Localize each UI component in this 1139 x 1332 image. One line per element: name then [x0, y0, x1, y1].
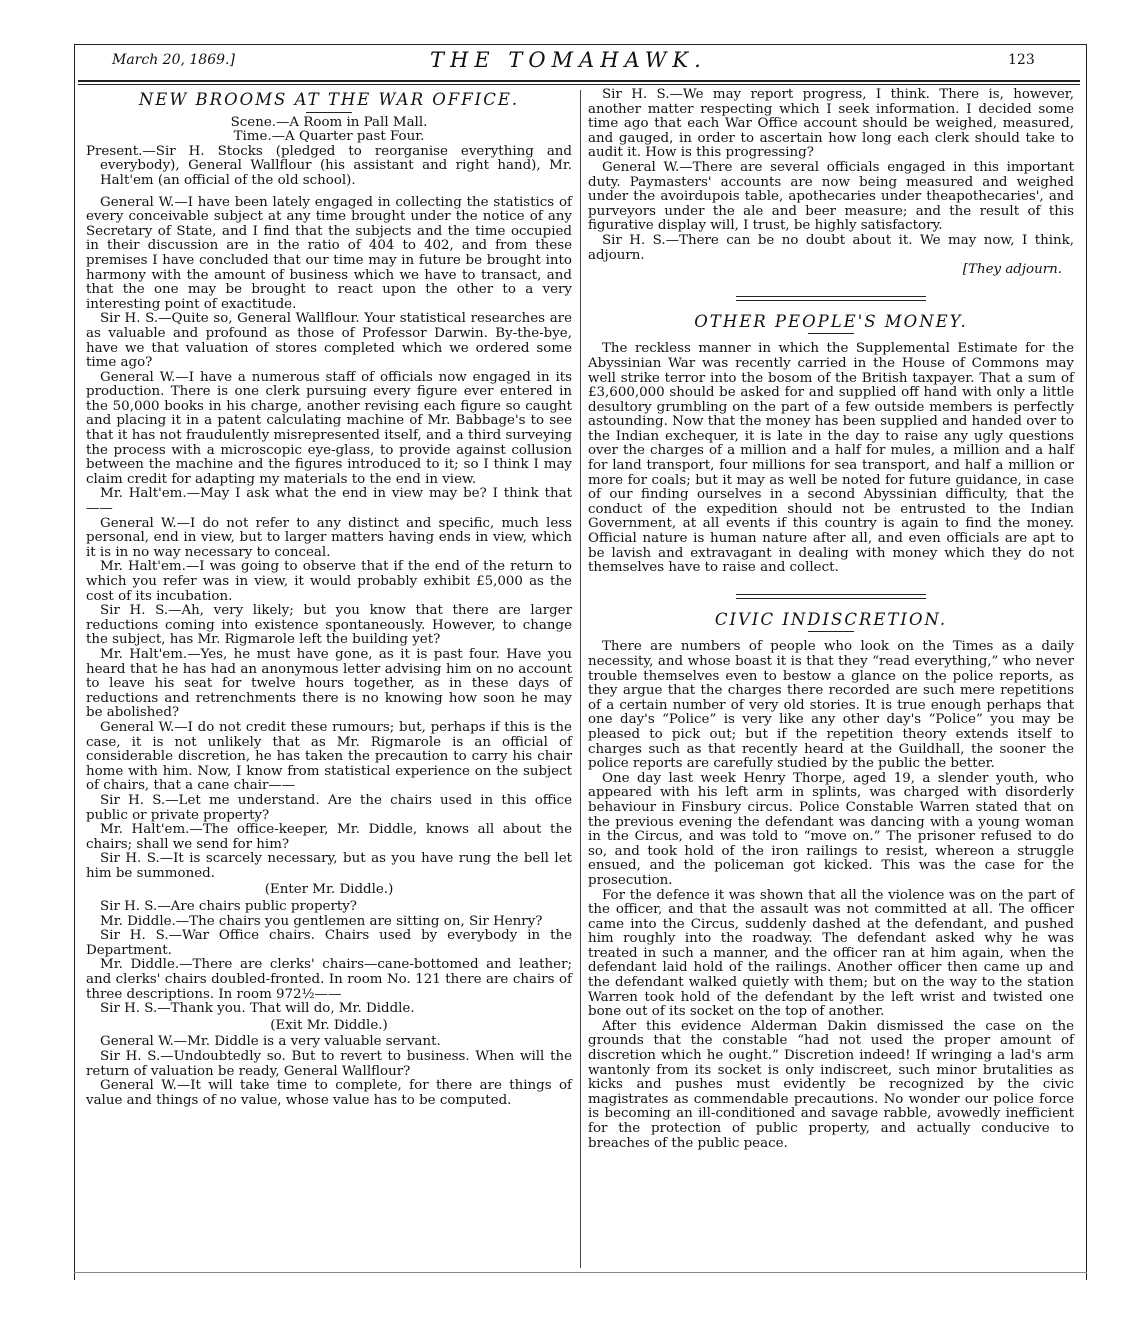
- dialogue-paragraph: Sir H. S.—Undoubtedly so. But to revert to business. When will the return of valuation be ready, General Wallflour?: [86, 1049, 572, 1079]
- dialogue-paragraph: Mr. Halt'em.—The office-keeper, Mr. Diddle, knows all about the chairs; shall we send for him?: [86, 822, 572, 852]
- dialogue-paragraph: Sir H. S.—Quite so, General Wallflour. Your statistical researches are as valuable and profound as those of Professor Darwin. By-the-bye, have we that valuation of stores completed which we ordered some time ago?: [86, 311, 572, 371]
- frame-left-rule: [74, 44, 75, 1280]
- dialogue-paragraph: General W.—Mr. Diddle is a very valuable servant.: [100, 1034, 441, 1050]
- dialogue-paragraph: General W.—I have been lately engaged in collecting the statistics of every conceivable subject at any time brought under the notice of any Secretary of State, and I find that the subjects and the time occupied in their discussion are in the ratio of 404 to 402, and from these premises I have concluded that our time may in future be brought into harmony with the amount of business which we have to transact, and that the one may be brought to react upon the other to a very interesting point of exactitude.: [86, 194, 572, 312]
- dialogue-paragraph: General W.—I have a numerous staff of officials now engaged in its production. There is one clerk pursuing every figure ever entered in the 50,000 books in his charge, another revising each figure so caught and placing it in a patent calculating machine of Mr. Babbage's to see that it has not fraudulently misrepresented itself, and a third surveying the process with a microscopic eye-glass, to provide against collusion between the machine and the figures introduced to it; so I think I may claim credit for adapting my materials to the end in view.: [86, 369, 572, 487]
- dialogue-paragraph: Mr. Halt'em.—Yes, he must have gone, as it is past four. Have you heard that he has had an anonymous letter advising him on no account to leave his seat for twelve hours together, as in these days of reductions and retrenchments there is no knowing how soon he may be abolished?: [86, 646, 572, 721]
- stage-direction-enter: (Enter Mr. Diddle.): [264, 882, 394, 898]
- dialogue-paragraph-continued: Sir H. S.—We may report progress, I think. There is, however, another matter respecting which I seek information. I decided some time ago that each War Office account should be weighed, measured, and gauged, in order to ascertain how long each clerk should take to audit it. How is this progressing?: [588, 87, 1074, 161]
- dialogue-paragraph: General W.—I do not refer to any distinct and specific, much less personal, end in view, but to larger matters having ends in view, which it is in no way necessary to conceal.: [86, 515, 572, 560]
- article-title-new-brooms: NEW BROOMS AT THE WAR OFFICE.: [138, 90, 520, 109]
- left-column: [86, 90, 572, 1108]
- title-rule: [808, 631, 854, 632]
- article-paragraph: The reckless manner in which the Supplemental Estimate for the Abyssinian War was recently carried in the House of Commons may well strike terror into the bosom of the British taxpayer. That a sum of £3,600,000 should be asked for and supplied off hand with only a little desultory grumbling on the part of a few outside members is perfectly astounding. Now that the money has been supplied and handed over to the Indian exchequer, it is late in the day to raise any ugly questions over the charges of a million and a half for mules, a million and a half for land transport, four millions for sea transport, and half a million or more for coals; but it may as well be noted for future guidance, in case of our finding ourselves in a second Abyssinian difficulty, that the conduct of the expedition should not be entrusted to the Indian Government, at all events if this country is again to find the money. Official nature is human nature after all, and even officials are apt to be lavish and extravagant in dealing with money which they do not themselves have to raise and collect.: [588, 341, 1074, 576]
- page-number: 123: [1008, 52, 1035, 68]
- right-column: [588, 88, 1074, 1151]
- title-rule: [306, 112, 352, 113]
- article-paragraph: There are numbers of people who look on the Times as a daily necessity, and whose boast it is that they “read everything,” who never trouble themselves even to bestow a glance on the police reports, as they argue that the charges there recorded are such mere repetitions of a certain number of very old stories. It is true enough perhaps that one day's “Police” is very like any other day's “Police” you may be pleased to pick out; but if the repetition theory extends itself to charges such as that recently heard at the Guildhall, the sooner the police reports are carefully studied by the public the better.: [588, 639, 1074, 772]
- article-paragraph: For the defence it was shown that all the violence was on the part of the officer, and that the assault was not committed at all. The officer came into the Circus, suddenly dashed at the defendant, and pushed him roughly into the roadway. The defendant asked why he was treated in such a manner, and the officer ran at him again, when the defendant laid hold of the railings. Another officer then came up and the defendant walked quietly with them; but on the way to the station Warren took hold of the defendant by the left wrist and twisted one bone out of its socket on the top of another.: [588, 887, 1074, 1020]
- title-rule: [808, 333, 854, 334]
- dialogue-paragraph: Mr. Halt'em.—I was going to observe that if the end of the return to which you refer was in view, it would probably exhibit £5,000 as the cost of its incubation.: [86, 559, 572, 604]
- dialogue-paragraph: Mr. Diddle.—The chairs you gentlemen are sitting on, Sir Henry?: [100, 913, 543, 929]
- article-paragraph: After this evidence Alderman Dakin dismissed the case on the grounds that the constable “had not used the proper amount of discretion which he ought.” Discretion indeed! If wringing a lad's arm wantonly from its socket is only indiscreet, such minor brutalities as kicks and pushes must evidently be recognized by the civic magistrates as commendable precautions. No wonder our police force is becoming an ill-conditioned and savage rabble, avowedly inefficient for the protection of public property, and actually conducive to breaches of the public peace.: [588, 1018, 1074, 1151]
- dialogue-paragraph: General W.—There are several officials engaged in this important duty. Paymasters' accounts are now being measured and weighed under the avoirdupois table, apothecaries under theapothecaries', and purveyors under the ale and beer measure; and the result of this figurative display will, I trust, be highly satisfactory.: [588, 159, 1074, 234]
- dialogue-paragraph: Sir H. S.—Ah, very likely; but you know that there are larger reductions coming into existence spontaneously. However, to change the subject, has Mr. Rigmarole left the building yet?: [86, 603, 572, 648]
- article-title-civic-indiscretion: CIVIC INDISCRETION.: [714, 609, 948, 629]
- article-title-other-peoples-money: OTHER PEOPLE'S MONEY.: [694, 311, 968, 331]
- time-line: Time.—A Quarter past Four.: [233, 129, 425, 145]
- scene-line: Scene.—A Room in Pall Mall.: [230, 114, 428, 130]
- frame-top-rule: [74, 44, 1087, 45]
- masthead-title: THE TOMAHAWK.: [430, 48, 707, 72]
- exit-line: [They adjourn.: [962, 262, 1062, 278]
- column-divider: [580, 90, 581, 1268]
- header-date: March 20, 1869.]: [112, 52, 235, 68]
- article-paragraph: One day last week Henry Thorpe, aged 19, a slender youth, who appeared with his left arm in splints, was charged with disorderly behaviour in Finsbury circus. Police Constable Warren stated that on the previous evening the defendant was dancing with a young woman in the Circus, and was told to “move on.” The prisoner refused to do so, and took hold of the iron railings to resist, whereon a struggle ensued, and the policeman got kicked. This was the case for the prosecution.: [588, 770, 1074, 888]
- dialogue-paragraph: Sir H. S.—There can be no doubt about it. We may now, I think, adjourn.: [588, 232, 1074, 263]
- bottom-rule: [74, 1272, 1087, 1273]
- dialogue-paragraph: Mr. Halt'em.—May I ask what the end in view may be? I think that——: [86, 486, 572, 517]
- dialogue-paragraph: Mr. Diddle.—There are clerks' chairs—cane-bottomed and leather; and clerks' chairs doubled-fronted. In room No. 121 there are chairs of three descriptions. In room 972½——: [86, 957, 572, 1002]
- dialogue-paragraph: General W.—I do not credit these rumours; but, perhaps if this is the case, it is not unlikely that as Mr. Rigmarole is an official of considerable discretion, he has taken the precaution to carry his chair home with him. Now, I know from statistical experience on the subject of chairs, that a cane chair——: [86, 719, 572, 794]
- section-double-rule: [736, 296, 926, 301]
- stage-direction-exit: (Exit Mr. Diddle.): [270, 1017, 388, 1033]
- header-rule-thin: [78, 84, 1080, 85]
- frame-right-rule: [1086, 44, 1087, 1280]
- dialogue-paragraph: Sir H. S.—Thank you. That will do, Mr. Diddle.: [100, 1001, 415, 1017]
- header-rule: [78, 80, 1080, 82]
- dialogue-paragraph: Sir H. S.—Are chairs public property?: [100, 899, 357, 915]
- dialogue-paragraph: Sir H. S.—Let me understand. Are the chairs used in this office public or private property?: [86, 792, 572, 823]
- section-double-rule: [736, 594, 926, 599]
- dialogue-paragraph: Sir H. S.—It is scarcely necessary, but as you have rung the bell let him be summoned.: [86, 851, 572, 881]
- dialogue-paragraph: Sir H. S.—War Office chairs. Chairs used by everybody in the Department.: [86, 928, 572, 958]
- present-line: Present.—Sir H. Stocks (pledged to reorganise everything and everybody), General Wallflour (his assistant and right hand), Mr. Halt'em (an official of the old school).: [86, 143, 572, 188]
- dialogue-paragraph: General W.—It will take time to complete, for there are things of value and things of no value, whose value has to be computed.: [86, 1078, 572, 1108]
